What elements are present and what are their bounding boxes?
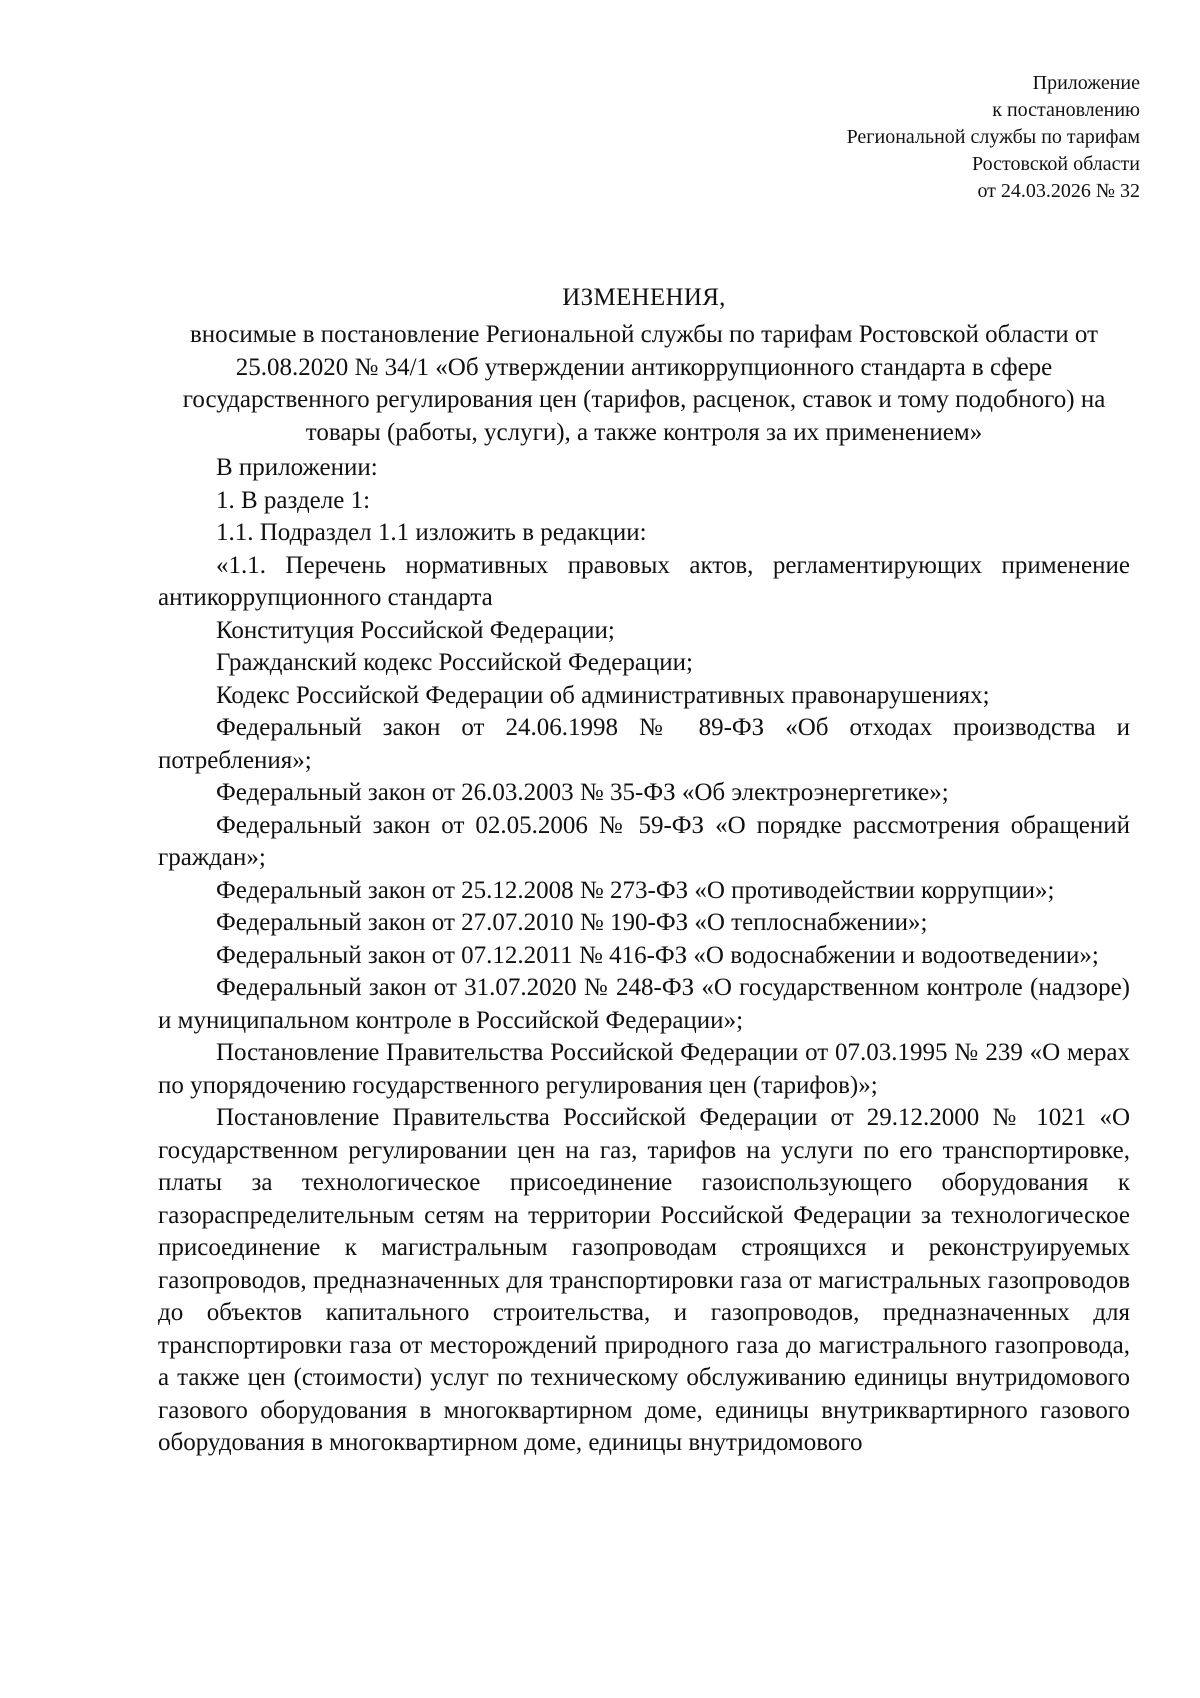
appendix-header xyxy=(740,70,1140,205)
paragraph: 1. В разделе 1: xyxy=(216,486,371,514)
paragraph: Федеральный закон от 25.12.2008 № 273-ФЗ «О противодействии коррупции»; xyxy=(216,876,1055,904)
paragraph: Федеральный закон от 07.12.2011 № 416-ФЗ «О водоснабжении и водоотведении»; xyxy=(216,941,1099,969)
paragraph: 1.1. Подраздел 1.1 изложить в редакции: xyxy=(216,519,647,546)
paragraph: Постановление Правительства Российской Федерации от 07.03.1995 № 239 «О мерах по упорядочению государственного регулирования цен (тарифов)»; xyxy=(158,1039,1130,1099)
paragraph: Постановление Правительства Российской Федерации от 29.12.2000 № 1021 «О государственном регулировании цен на газ, тарифов на услуги по его транспортировке, платы за технологическое присоединение газоиспользующего оборудования к газораспределительным сетям на территории Российской Федерации за технологическое присоединение к магистральным газопроводам строящихся и реконструируемых газопроводов, предназначенных для транспортировки газа от магистральных газопроводов до объектов капитального строительства, и газопроводов, предназначенных для транспортировки газа от месторождений природного газа до магистрального газопровода, а также цен (стоимости) услуг по техническому обслуживанию единицы внутридомового газового оборудования в многоквартирном доме, единицы внутриквартирного газового оборудования в многоквартирном доме, единицы внутридомового xyxy=(158,1104,1130,1456)
paragraph: «1.1. Перечень нормативных правовых актов, регламентирующих применение антикоррупционного стандарта xyxy=(158,551,1130,611)
paragraph: Конституция Российской Федерации; xyxy=(216,616,615,644)
paragraph: В приложении: xyxy=(216,454,378,481)
paragraph: Федеральный закон от 31.07.2020 № 248-ФЗ «О государственном контроле (надзоре) и муниципальном контроле в Российской Федерации»; xyxy=(158,974,1130,1034)
paragraph: Федеральный закон от 24.06.1998 № 89-ФЗ «Об отходах производства и потребления»; xyxy=(158,714,1130,774)
document-subtitle: вносимые в постановление Региональной службы по тарифам Ростовской области от 25.08.2020 № 34/1 «Об утверждении антикоррупционного стандарта в сфере государственного регулирования цен (тарифов, расценок, ставок и тому подобного) на товары (работы, услуги), а также контроля за их применением» xyxy=(182,321,1106,446)
document-body xyxy=(158,452,1130,1460)
paragraph: Федеральный закон от 26.03.2003 № 35-ФЗ «Об электроэнергетике»; xyxy=(216,779,949,806)
appendix-date-number-line: от 24.03.2026 № 32 xyxy=(977,180,1140,202)
paragraph: Федеральный закон от 27.07.2010 № 190-ФЗ «О теплоснабжении»; xyxy=(216,909,928,936)
appendix-label: Приложение xyxy=(1032,72,1140,94)
appendix-region-line: Ростовской области xyxy=(972,153,1140,175)
appendix-ref-line: к постановлению xyxy=(992,99,1140,121)
paragraph: Федеральный закон от 02.05.2006 № 59-ФЗ «О порядке рассмотрения обращений граждан»; xyxy=(158,811,1130,871)
paragraph: Кодекс Российской Федерации об административных правонарушениях; xyxy=(216,681,990,709)
document-title: ИЗМЕНЕНИЯ, xyxy=(562,284,726,311)
paragraph: Гражданский кодекс Российской Федерации; xyxy=(216,649,694,676)
appendix-agency-line: Региональной службы по тарифам xyxy=(846,126,1140,148)
